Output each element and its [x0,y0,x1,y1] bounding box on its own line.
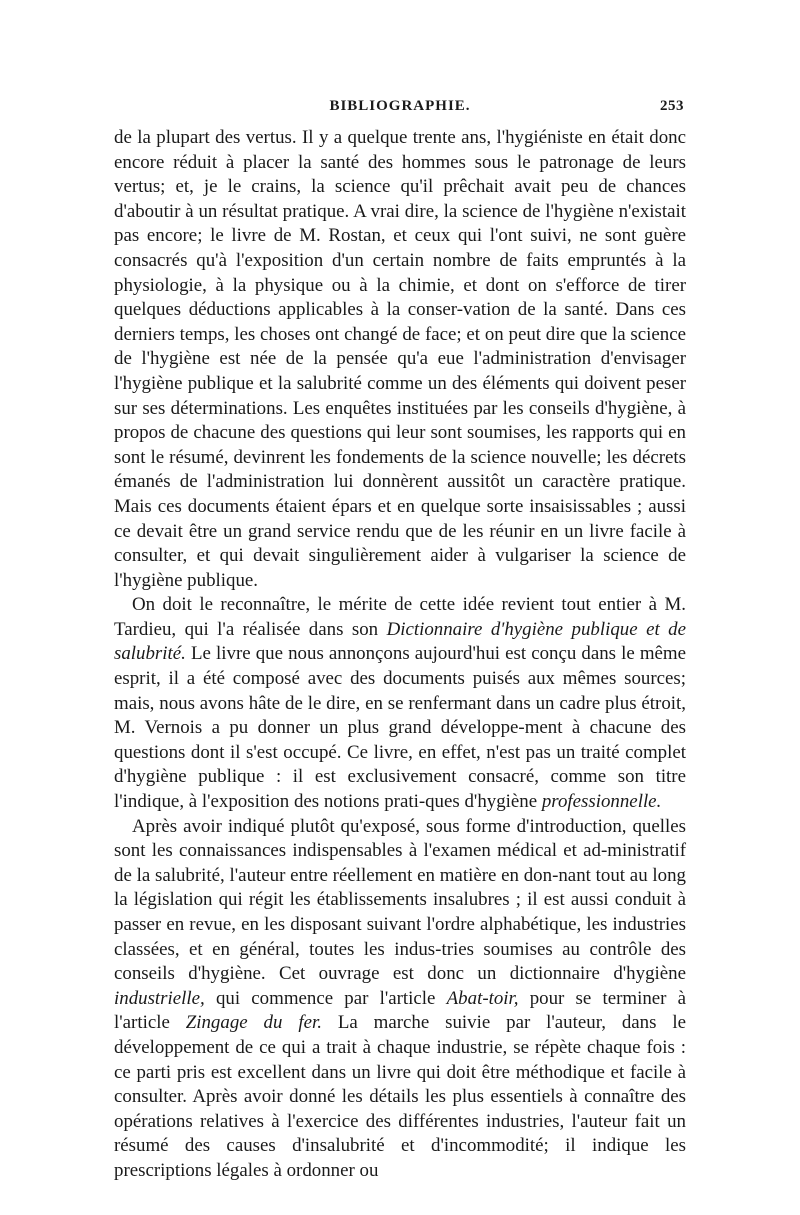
text-segment: La marche suivie par l'auteur, dans le développement de ce qui a trait à chaque industrie, se répète chaque fois : ce parti pris est excellent dans un livre qui doit être méthodique et facile à consulter. Après avoir donné les détails les plus essentiels à connaître des opérations relatives à l'exercice des différentes industries, l'auteur fait un résumé des causes d'insalubrité et d'incommodité; il indique les prescriptions légales à ordonner ou [114,1012,686,1181]
paragraph [114,593,686,814]
text-segment: Le livre que nous annonçons aujourd'hui est conçu dans le même esprit, il a été composé avec des documents puisés aux mêmes sources; mais, nous avons hâte de le dire, en se renfermant dans un cadre plus étroit, M. Vernois a pu donner un plus grand développe-ment à chacune des questions dont il s'est occupé. Ce livre, en effet, n'est pas un traité complet d'hygiène publique : il est exclusivement consacré, comme son titre l'indique, à l'exposition des notions prati-ques d'hygiène [114,643,686,813]
paragraph [114,126,686,593]
body-text [114,126,686,1184]
text-segment: Après avoir indiqué plutôt qu'exposé, sous forme d'introduction, quelles sont les connaissances indispensables à l'examen médical et ad-ministratif de la salubrité, l'auteur entre réellement en matière en don-nant tout au long la législation qui régit les établissements insalubres ; il est aussi conduit à passer en revue, en les disposant suivant l'ordre alphabétique, les industries classées, et en général, toutes les indus-tries soumises au contrôle des conseils d'hygiène. Cet ouvrage est donc un dictionnaire d'hygiène [114,815,686,985]
text-segment: de la plupart des vertus. Il y a quelque trente ans, l'hygiéniste en était donc encore réduit à placer la santé des hommes sous le patronage de leurs vertus; et, je le crains, la science qu'il prêchait avait peu de chances d'aboutir à un résultat pratique. A vrai dire, la science de l'hygiène n'existait pas encore; le livre de M. Rostan, et ceux qui l'ont suivi, ne sont guère consacrés qu'à l'exposition d'un certain nombre de faits empruntés à la physiologie, à la physique ou à la chimie, et dont on s'efforce de tirer quelques déductions applicables à la conser-vation de la santé. Dans ces derniers temps, les choses ont changé de face; et on peut dire que la science de l'hygiène est née de la pensée qu'a eue l'administration d'envisager l'hygiène publique et la salubrité comme un des éléments qui doivent peser sur ses déterminations. Les enquêtes instituées par les conseils d'hygiène, à propos de chacune des questions qui leur sont soumises, les rapports qui en sont le résumé, devinrent les fondements de la science nouvelle; les décrets émanés de l'administration lui donnèrent aussitôt un caractère pratique. Mais ces documents étaient épars et en quelque sorte insaisissables ; aussi ce devait être un grand service rendu que de les réunir en un livre facile à consulter, et qui devait singulièrement aider à vulgariser la science de l'hygiène publique. [114,127,686,591]
italic-text: professionnelle. [541,791,662,813]
running-header [114,96,686,126]
book-page [114,96,686,1184]
running-title: BIBLIOGRAPHIE. [329,98,471,114]
text-segment: qui commence par l'article [204,987,447,1009]
page-number: 253 [660,98,684,114]
italic-text: Abat-toir, [446,987,519,1009]
italic-text: industrielle, [114,987,205,1009]
italic-text: Zingage du fer. [185,1012,322,1034]
italic-text: Dictionnaire d'hygiène publique et de salubrité. [114,618,686,665]
text-segment: On doit le reconnaître, le mérite de cette idée revient tout entier à M. Tardieu, qui l'a réalisée dans son [114,594,686,640]
text-segment: pour se terminer à l'article [114,987,687,1034]
paragraph [114,815,686,1184]
